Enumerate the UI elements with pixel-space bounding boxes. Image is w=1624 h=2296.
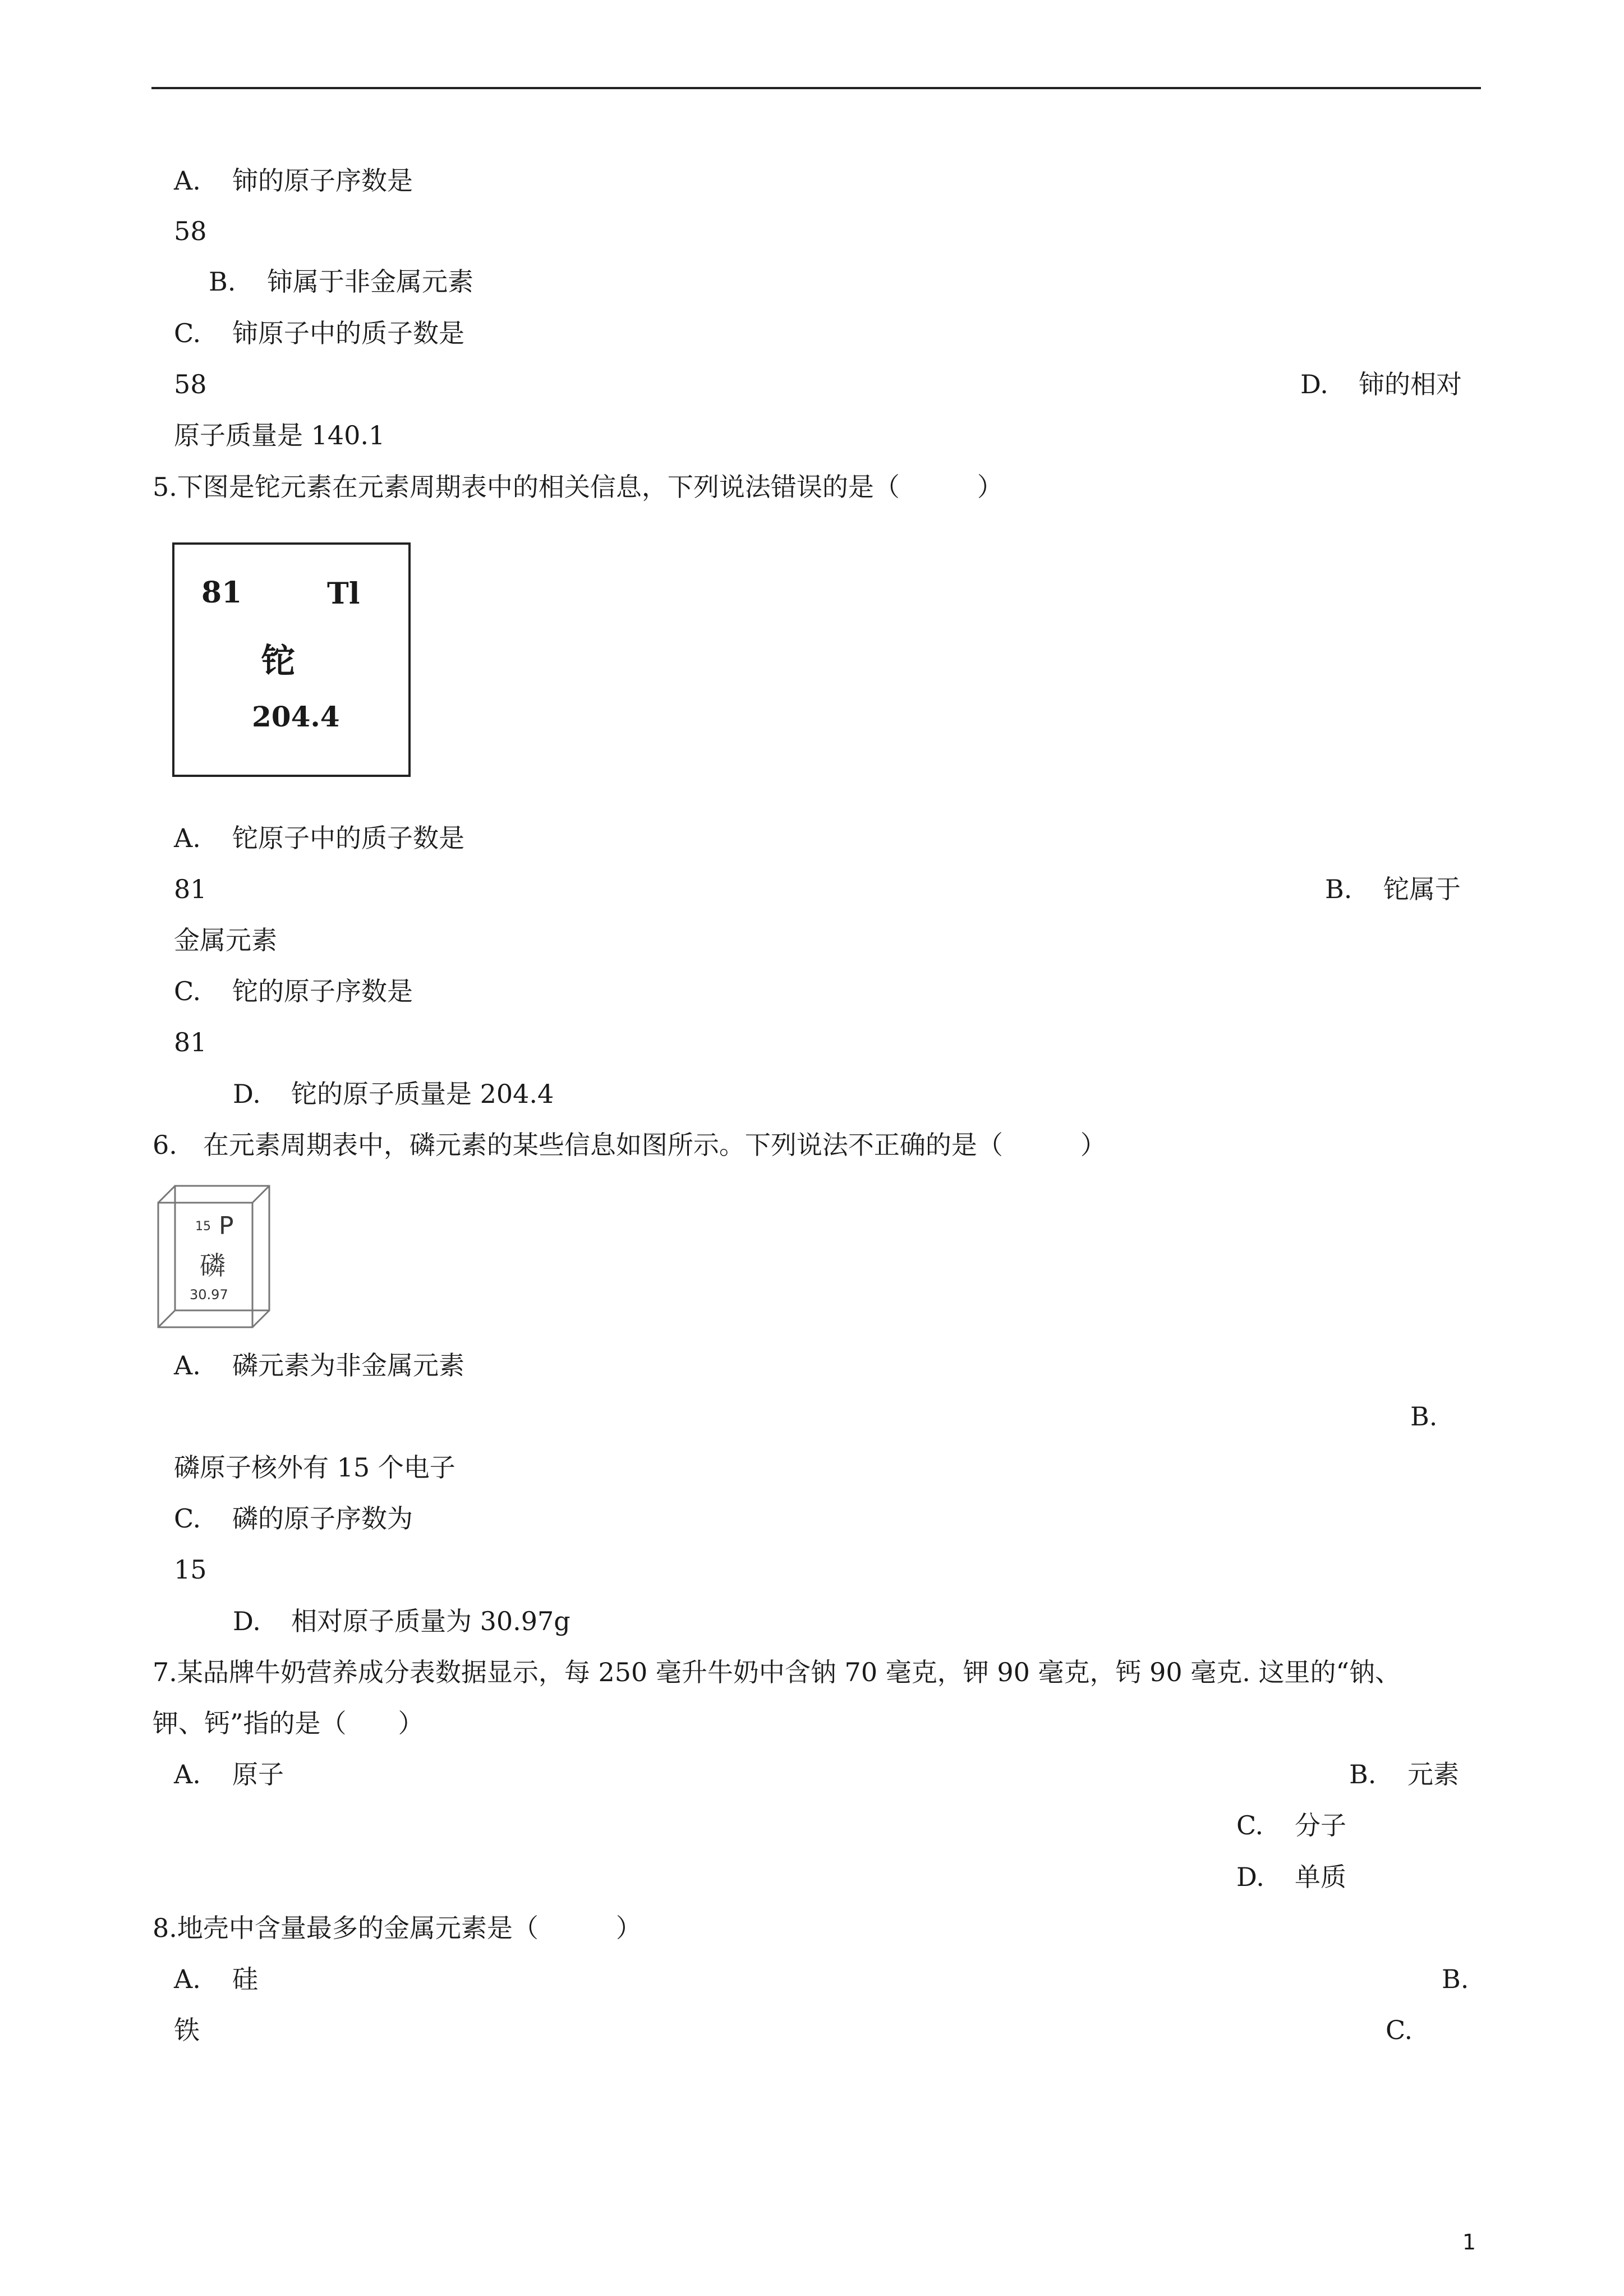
q4-option-c: C. 铈原子中的质子数是 <box>174 318 464 348</box>
q8-stem: 8.地壳中含量最多的金属元素是（ ） <box>153 1913 642 1943</box>
thallium-element-tile <box>172 542 411 777</box>
q5-option-c-value: 81 <box>174 1027 207 1057</box>
q8-option-b-label: B. <box>1442 1964 1469 1994</box>
q6-option-d: D. 相对原子质量为 30.97g <box>233 1606 571 1636</box>
tile-element-name: 磷 <box>200 1250 226 1281</box>
q7-stem-line-1: 7.某品牌牛奶营养成分表数据显示，每 250 毫升牛奶中含钠 70 毫克，钾 90 毫克，钙 90 毫克. 这里的“钠、 <box>153 1657 1401 1687</box>
tile-element-symbol: Tl <box>327 577 360 611</box>
q8-option-c-label: C. <box>1386 2015 1413 2045</box>
q5-option-c: C. 铊的原子序数是 <box>174 976 413 1006</box>
tile-atomic-mass: 204.4 <box>252 700 340 733</box>
q6-stem: 6. 在元素周期表中，磷元素的某些信息如图所示。下列说法不正确的是（ ） <box>153 1130 1106 1160</box>
q7-option-d: D. 单质 <box>1236 1862 1346 1892</box>
q5-option-a-value: 81 <box>174 874 207 904</box>
q8-option-b-continued: 铁 <box>174 2015 200 2045</box>
q4-option-d-continued: 原子质量是 140.1 <box>174 420 385 450</box>
q6-option-b-continued: 磷原子核外有 15 个电子 <box>174 1452 456 1483</box>
q7-option-b: B. 元素 <box>1349 1759 1459 1789</box>
tile-atomic-mass: 30.97 <box>190 1287 228 1303</box>
page-number: 1 <box>1462 2230 1476 2254</box>
q4-option-b: B. 铈属于非金属元素 <box>209 266 473 297</box>
q6-option-c: C. 磷的原子序数为 <box>174 1503 413 1534</box>
tile-atomic-number: 81 <box>201 576 242 610</box>
q5-option-b: B. 铊属于 <box>1325 874 1461 904</box>
q6-option-b-label: B. <box>1410 1401 1438 1432</box>
q7-option-a: A. 原子 <box>174 1759 284 1789</box>
tile-atomic-number: 15 <box>195 1220 211 1234</box>
q5-option-a: A. 铊原子中的质子数是 <box>174 823 464 853</box>
tile-element-name: 铊 <box>261 642 295 681</box>
q4-option-c-value: 58 <box>174 369 207 399</box>
q5-option-d: D. 铊的原子质量是 204.4 <box>233 1079 554 1109</box>
tile-element-symbol: P <box>219 1212 234 1240</box>
q7-option-c: C. 分子 <box>1236 1810 1346 1841</box>
q4-option-a: A. 铈的原子序数是 <box>174 165 413 196</box>
q5-option-b-continued: 金属元素 <box>174 925 277 955</box>
q4-option-a-value: 58 <box>174 216 207 246</box>
phosphorus-element-tile <box>156 1184 279 1329</box>
header-rule <box>151 87 1481 89</box>
q7-stem-line-2: 钾、钙”指的是（ ） <box>153 1708 424 1738</box>
q6-option-a: A. 磷元素为非金属元素 <box>174 1350 464 1381</box>
q5-stem: 5.下图是铊元素在元素周期表中的相关信息，下列说法错误的是（ ） <box>153 472 1003 502</box>
q4-option-d: D. 铈的相对 <box>1300 369 1462 399</box>
q8-option-a: A. 硅 <box>174 1964 258 1994</box>
q6-option-c-value: 15 <box>174 1554 207 1585</box>
